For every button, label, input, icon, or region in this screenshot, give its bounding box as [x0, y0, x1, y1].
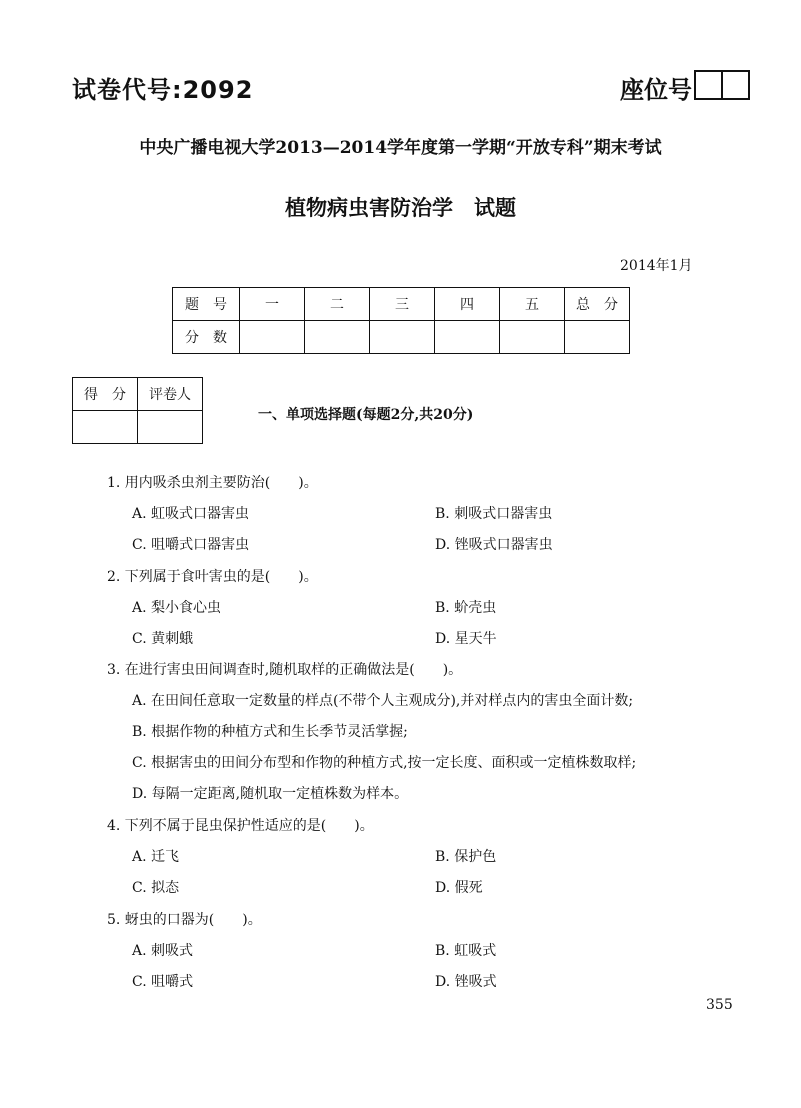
grader-name-label: 评卷人 — [138, 378, 203, 411]
question-option[interactable]: D. 每隔一定距离,随机取一定植株数为样本。 — [132, 786, 409, 802]
question-option[interactable]: D. 锉吸式口器害虫 — [435, 537, 553, 553]
seat-cell[interactable] — [696, 72, 721, 98]
paper-code: 试卷代号:2092 — [72, 76, 254, 104]
score-table-cell: 四 — [435, 288, 500, 321]
score-table-cell: 二 — [305, 288, 370, 321]
seat-cell[interactable] — [721, 72, 748, 98]
section-heading: 一、单项选择题(每题2分,共20分) — [258, 407, 474, 423]
question-option[interactable]: B. 根据作物的种植方式和生长季节灵活掌握; — [132, 724, 408, 740]
question-option[interactable]: B. 蚧壳虫 — [435, 600, 497, 616]
question-stem: 3. 在进行害虫田间调查时,随机取样的正确做法是( )。 — [107, 662, 463, 678]
score-table-cell: 五 — [500, 288, 565, 321]
grader-score-entry[interactable] — [73, 411, 138, 444]
question-option[interactable]: C. 咀嚼式口器害虫 — [132, 537, 250, 553]
score-table-cell: 总 分 — [565, 288, 630, 321]
score-entry-cell[interactable] — [240, 321, 305, 354]
score-table-header-row — [173, 288, 630, 321]
seat-label: 座位号 — [620, 76, 692, 104]
question-option[interactable]: C. 黄刺蛾 — [132, 631, 194, 647]
question-option[interactable]: C. 根据害虫的田间分布型和作物的种植方式,按一定长度、面积或一定植株数取样; — [132, 755, 637, 771]
score-entry-cell[interactable] — [565, 321, 630, 354]
question-option[interactable]: A. 虹吸式口器害虫 — [132, 506, 250, 522]
score-table-cell: 分 数 — [173, 321, 240, 354]
seat-number-box[interactable] — [694, 70, 750, 100]
question-option[interactable]: D. 星天牛 — [435, 631, 497, 647]
exam-header: 中央广播电视大学2013—2014学年度第一学期“开放专科”期末考试 — [139, 138, 662, 158]
question-option[interactable]: C. 拟态 — [132, 880, 180, 896]
exam-date: 2014年1月 — [620, 258, 693, 274]
grader-score-label: 得 分 — [73, 378, 138, 411]
question-option[interactable]: A. 迁飞 — [132, 849, 180, 865]
score-entry-cell[interactable] — [500, 321, 565, 354]
score-table-cell: 题 号 — [173, 288, 240, 321]
question-option[interactable]: D. 锉吸式 — [435, 974, 497, 990]
score-table-cell: 一 — [240, 288, 305, 321]
question-stem: 4. 下列不属于昆虫保护性适应的是( )。 — [107, 818, 374, 834]
question-option[interactable]: C. 咀嚼式 — [132, 974, 194, 990]
score-entry-cell[interactable] — [370, 321, 435, 354]
score-table — [172, 287, 630, 354]
question-option[interactable]: A. 在田间任意取一定数量的样点(不带个人主观成分),并对样点内的害虫全面计数; — [132, 693, 634, 709]
question-option[interactable]: D. 假死 — [435, 880, 483, 896]
question-option[interactable]: A. 刺吸式 — [132, 943, 194, 959]
question-option[interactable]: B. 保护色 — [435, 849, 497, 865]
question-option[interactable]: B. 刺吸式口器害虫 — [435, 506, 553, 522]
question-stem: 5. 蚜虫的口器为( )。 — [107, 912, 262, 928]
page-number: 355 — [706, 997, 733, 1013]
exam-title: 植物病虫害防治学 试题 — [285, 196, 516, 220]
question-stem: 1. 用内吸杀虫剂主要防治( )。 — [107, 475, 318, 491]
question-option[interactable]: A. 梨小食心虫 — [132, 600, 222, 616]
score-table-cell: 三 — [370, 288, 435, 321]
grader-name-entry[interactable] — [138, 411, 203, 444]
score-entry-cell[interactable] — [305, 321, 370, 354]
question-stem: 2. 下列属于食叶害虫的是( )。 — [107, 569, 318, 585]
score-entry-cell[interactable] — [435, 321, 500, 354]
grader-table — [72, 377, 203, 444]
score-table-score-row — [173, 321, 630, 354]
question-option[interactable]: B. 虹吸式 — [435, 943, 497, 959]
